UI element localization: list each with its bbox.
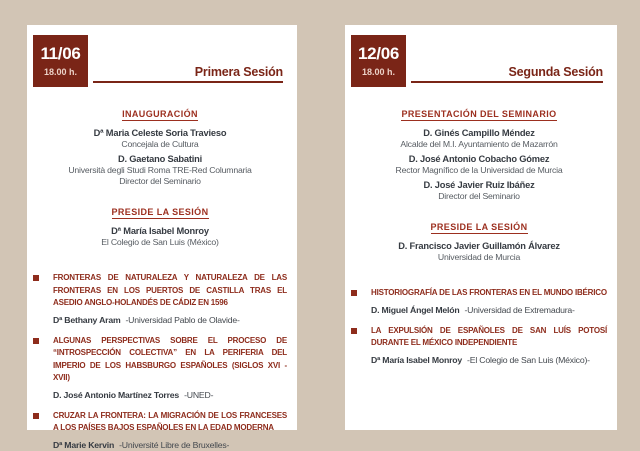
section-preside bbox=[33, 202, 287, 248]
person-role: Università degli Studi Roma TRE-Red Columnaria bbox=[68, 165, 252, 175]
session-title: Primera Sesión bbox=[194, 65, 283, 79]
person-name: Dª Maria Celeste Soria Travieso bbox=[93, 128, 227, 138]
panel-content bbox=[351, 104, 607, 365]
talk-item bbox=[33, 272, 287, 325]
section-heading: PRESIDE LA SESIÓN bbox=[430, 222, 528, 232]
section-heading: PRESIDE LA SESIÓN bbox=[111, 207, 209, 217]
speaker-name: D. José Antonio Martínez Torres bbox=[53, 389, 180, 400]
speaker-affiliation: -Université Libre de Bruxelles- bbox=[119, 439, 230, 450]
speaker-affiliation: -UNED- bbox=[184, 389, 214, 400]
talk-speaker bbox=[43, 440, 287, 450]
person-role: Rector Magnífico de la Universidad de Murcia bbox=[395, 165, 563, 175]
section-presentacion bbox=[351, 104, 607, 202]
talk-item bbox=[33, 410, 287, 450]
square-bullet-icon bbox=[351, 328, 357, 334]
person-name: D. Ginés Campillo Méndez bbox=[423, 128, 535, 138]
speaker-affiliation: -Universidad Pablo de Olavide- bbox=[125, 314, 240, 325]
session-time: 18.00 h. bbox=[361, 67, 396, 77]
square-bullet-icon bbox=[33, 275, 39, 281]
person-role: Director del Seminario bbox=[438, 191, 520, 201]
talk-speaker bbox=[361, 355, 607, 365]
session-panel-first bbox=[27, 25, 297, 450]
date-badge bbox=[33, 35, 88, 87]
speaker-name: Dª Marie Kervin bbox=[53, 439, 115, 450]
person-role: El Colegio de San Luis (México) bbox=[101, 237, 219, 247]
section-heading: PRESENTACIÓN DEL SEMINARIO bbox=[401, 109, 557, 119]
session-title: Segunda Sesión bbox=[508, 65, 603, 79]
talks-list bbox=[351, 287, 607, 365]
speaker-name: Dª María Isabel Monroy bbox=[371, 354, 463, 365]
person-entry bbox=[351, 127, 607, 150]
person-role: Alcalde del M.I. Ayuntamiento de Mazarrón bbox=[400, 139, 558, 149]
session-date: 12/06 bbox=[357, 44, 400, 63]
person-name: D. Gaetano Sabatini bbox=[117, 154, 203, 164]
person-entry bbox=[33, 153, 287, 187]
talk-speaker bbox=[43, 315, 287, 325]
person-name: D. Francisco Javier Guillamón Álvarez bbox=[398, 241, 560, 251]
talk-speaker bbox=[43, 390, 287, 400]
person-name: D. José Antonio Cobacho Gómez bbox=[408, 154, 550, 164]
person-role: Universidad de Murcia bbox=[437, 252, 521, 262]
person-role: Director del Seminario bbox=[119, 176, 201, 186]
talks-list bbox=[33, 272, 287, 450]
speaker-name: Dª Bethany Aram bbox=[53, 314, 121, 325]
talk-title: CRUZAR LA FRONTERA: LA MIGRACIÓN DE LOS FRANCESES A LOS PAÍSES BAJOS ESPAÑOLES EN LA EDAD MODERNA bbox=[53, 410, 287, 432]
section-preside bbox=[351, 217, 607, 263]
section-heading: INAUGURACIÓN bbox=[122, 109, 198, 119]
person-entry bbox=[351, 179, 607, 202]
session-header-rule bbox=[411, 55, 603, 83]
speaker-affiliation: -Universidad de Extremadura- bbox=[464, 304, 575, 315]
person-entry bbox=[33, 127, 287, 150]
speaker-affiliation: -El Colegio de San Luis (México)- bbox=[467, 354, 590, 365]
talk-item bbox=[351, 325, 607, 365]
talk-item bbox=[351, 287, 607, 315]
person-name: D. José Javier Ruiz Ibáñez bbox=[423, 180, 535, 190]
person-entry bbox=[351, 240, 607, 263]
talk-title: HISTORIOGRAFÍA DE LAS FRONTERAS EN EL MUNDO IBÉRICO bbox=[371, 288, 607, 297]
talk-item bbox=[33, 335, 287, 400]
session-date: 11/06 bbox=[40, 44, 81, 63]
panel-content bbox=[33, 104, 287, 450]
person-name: Dª María Isabel Monroy bbox=[111, 226, 209, 236]
speaker-name: D. Miguel Ángel Melón bbox=[371, 304, 460, 315]
talk-title: LA EXPULSIÓN DE ESPAÑOLES DE SAN LUÍS POTOSÍ DURANTE EL MÉXICO INDEPENDIENTE bbox=[371, 325, 607, 347]
square-bullet-icon bbox=[351, 290, 357, 296]
session-time: 18.00 h. bbox=[43, 67, 78, 77]
session-header-rule bbox=[93, 55, 283, 83]
section-inauguracion bbox=[33, 104, 287, 187]
square-bullet-icon bbox=[33, 338, 39, 344]
square-bullet-icon bbox=[33, 413, 39, 419]
person-role: Concejala de Cultura bbox=[121, 139, 199, 149]
talk-speaker bbox=[361, 305, 607, 315]
person-entry bbox=[33, 225, 287, 248]
talk-title: FRONTERAS DE NATURALEZA Y NATURALEZA DE LAS FRONTERAS EN LOS PUERTOS DE CASTILLA TRAS EL ASEDIO ANGLO-HOLANDÉS DE CÁDIZ EN 1596 bbox=[53, 273, 287, 307]
person-entry bbox=[351, 153, 607, 176]
date-badge bbox=[351, 35, 406, 87]
talk-title: ALGUNAS PERSPECTIVAS SOBRE EL PROCESO DE “INTROSPECCIÓN COLECTIVA” EN LA PERIFERIA DEL IMPERIO DE LOS HABSBURGO ESPAÑOLES (SIGLOS XVI - XVII) bbox=[53, 335, 287, 382]
session-panel-second bbox=[345, 25, 617, 430]
